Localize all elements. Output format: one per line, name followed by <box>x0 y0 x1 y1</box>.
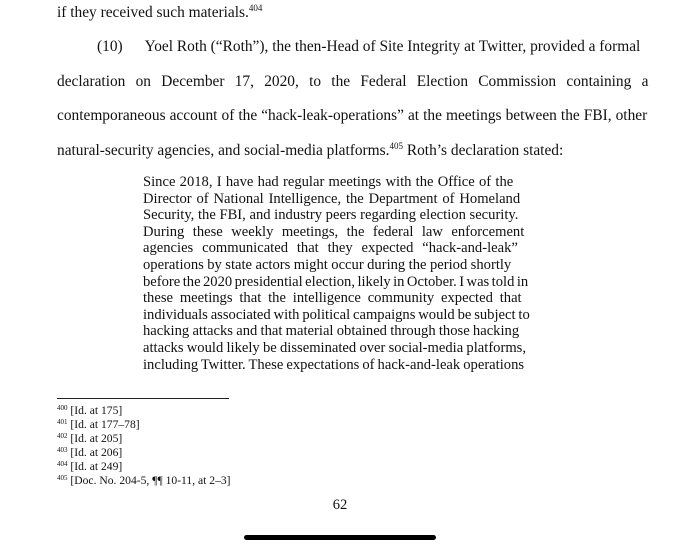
body-text: if they received such materials. <box>57 4 249 21</box>
paragraph-10-line-3 <box>57 107 648 125</box>
quote-line: operations by state actors might occur during the period shortly <box>143 257 512 273</box>
footnote-405: $^{405}$ [Doc. No. 204-5, ¶¶ 10-11, at 2–3] <box>57 474 231 487</box>
quote-line: agencies communicated that they expected “hack-and-leak” <box>143 240 518 256</box>
quote-line: Director of National Intelligence, the Department of Homeland <box>143 191 521 207</box>
footnote-ref-405[interactable]: 405 <box>389 141 403 151</box>
footnote-404: $^{404}$ [Id. at 249] <box>57 460 123 473</box>
body-text: contemporaneous account of the “hack-leak-operations” at the meetings between the FBI, other <box>57 107 648 124</box>
body-text: Yoel Roth (“Roth”), the then-Head of Site Integrity at Twitter, provided a formal <box>144 38 641 55</box>
home-indicator-bar[interactable] <box>244 535 436 540</box>
paragraph-10-line-2 <box>57 73 649 91</box>
quote-line: attacks would likely be disseminated over social-media platforms, <box>143 340 527 356</box>
body-text: declaration on December 17, 2020, to the Federal Election Commission containing a <box>57 73 649 90</box>
quote-line: During these weekly meetings, the federal law enforcement <box>143 224 525 240</box>
quote-line: including Twitter. These expectations of hack-and-leak operations <box>143 357 525 373</box>
body-line-continuation <box>57 4 262 22</box>
quote-line: these meetings that the intelligence community expected that <box>143 290 522 306</box>
footnote-separator <box>57 398 229 399</box>
footnote-ref-404[interactable]: 404 <box>248 3 263 13</box>
quote-line: before the 2020 presidential election, likely in October. I was told in <box>143 274 529 290</box>
paragraph-10-line-4 <box>57 142 563 160</box>
page-number: 62 <box>332 497 348 513</box>
paragraph-10-line-1 <box>97 38 641 56</box>
quote-line: individuals associated with political campaigns would be subject to <box>143 307 530 323</box>
footnote-401: $^{401}$ [Id. at 177–78] <box>57 418 140 431</box>
quote-line: hacking attacks and that material obtained through those hacking <box>143 323 520 339</box>
footnote-400: $^{400}$ [Id. at 175] <box>57 404 123 417</box>
body-text: natural-security agencies, and social-media platforms. <box>57 142 390 159</box>
paragraph-number: (10) <box>97 38 123 55</box>
quote-line: Since 2018, I have had regular meetings with the Office of the <box>143 174 514 190</box>
footnote-402: $^{402}$ [Id. at 205] <box>57 432 123 445</box>
quote-line: Security, the FBI, and industry peers regarding election security. <box>143 207 519 223</box>
footnote-403: $^{403}$ [Id. at 206] <box>57 446 123 459</box>
body-text: Roth’s declaration stated: <box>402 142 564 159</box>
